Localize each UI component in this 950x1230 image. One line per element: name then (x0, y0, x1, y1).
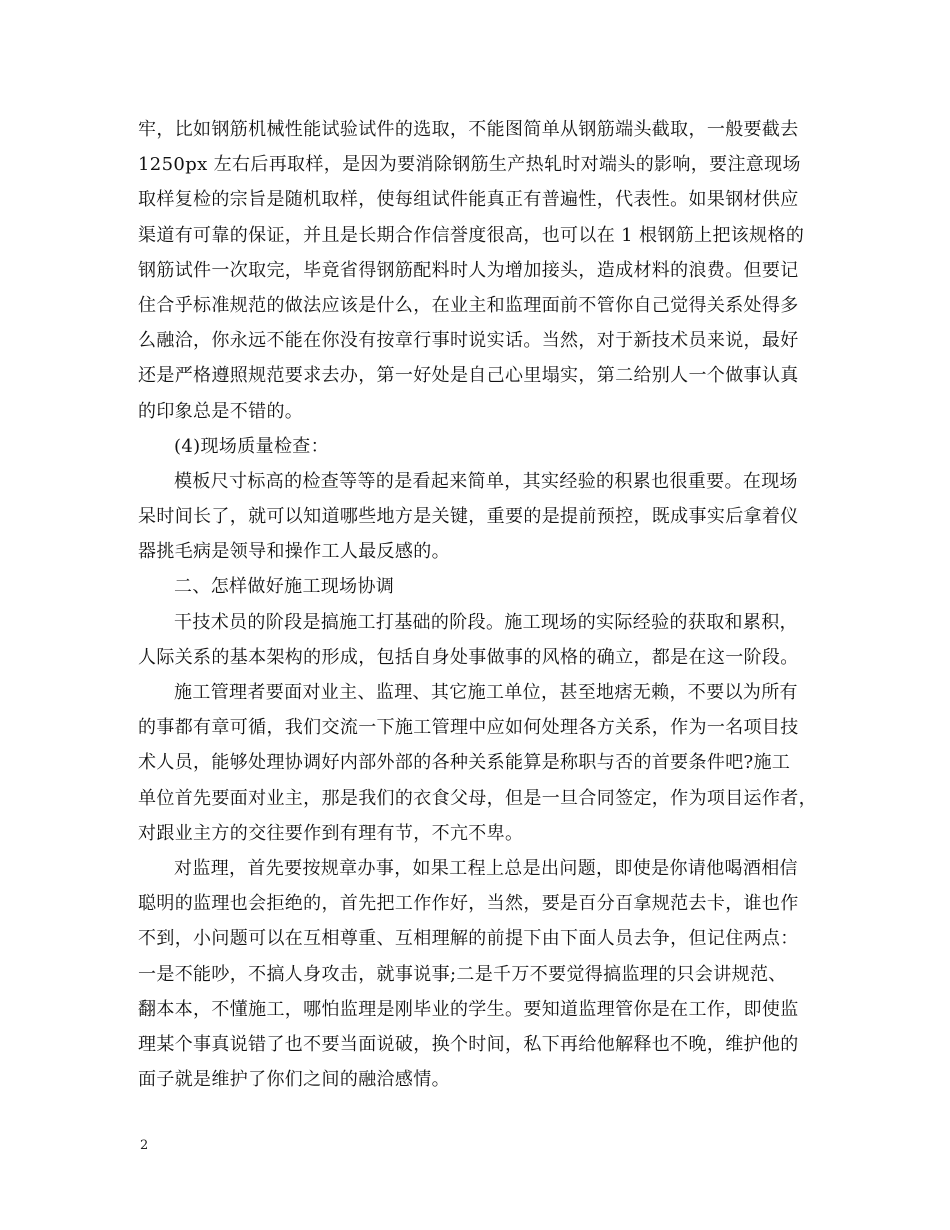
text-line: 住合乎标准规范的做法应该是什么，在业主和监理面前不管你自己觉得关系处得多 (138, 294, 799, 316)
text-line: 的事都有章可循，我们交流一下施工管理中应如何处理各方关系，作为一名项目技 (138, 717, 799, 739)
text-line: 一是不能吵，不搞人身攻击，就事说事;二是千万不要觉得搞监理的只会讲规范、 (138, 963, 787, 985)
text-line: 的印象总是不错的。 (138, 400, 304, 422)
text-line: 器挑毛病是领导和操作工人最反感的。 (138, 541, 450, 563)
text-line: 聪明的监理也会拒绝的，首先把工作作好，当然，要是百分百拿规范去卡，谁也作 (138, 893, 799, 915)
text-line: 1250px 左右后再取样，是因为要消除钢筋生产热轧时对端头的影响，要注意现场 (138, 154, 801, 176)
text-line: 牢，比如钢筋机械性能试验试件的选取，不能图简单从钢筋端头截取，一般要截去 (138, 119, 799, 140)
body-text (138, 112, 828, 1097)
text-line: 面子就是维护了你们之间的融洽感情。 (138, 1069, 450, 1091)
text-line: 对跟业主方的交往要作到有理有节，不亢不卑。 (138, 822, 524, 844)
text-line: 人际关系的基本架构的形成，包括自身处事做事的风格的确立，都是在这一阶段。 (138, 646, 799, 668)
section-heading: 二、怎样做好施工现场协调 (174, 576, 395, 598)
page-number: 2 (140, 1138, 149, 1153)
text-line: 么融洽，你永远不能在你没有按章行事时说实话。当然，对于新技术员来说，最好 (138, 330, 799, 352)
text-line: 还是严格遵照规范要求去办，第一好处是自己心里塌实，第二给别人一个做事认真 (138, 365, 799, 387)
text-line: 翻本本，不懂施工，哪怕监理是刚毕业的学生。要知道监理管你是在工作，即使监 (138, 998, 799, 1020)
text-line: 理某个事真说错了也不要当面说破，换个时间，私下再给他解释也不晚，维护他的 (138, 1033, 799, 1055)
paragraph-start: 模板尺寸标高的检查等等的是看起来简单，其实经验的积累也很重要。在现场 (174, 470, 798, 492)
text-line: 渠道有可靠的保证，并且是长期合作信誉度很高，也可以在 1 根钢筋上把该规格的 (138, 224, 805, 246)
text-line: 取样复检的宗旨是随机取样，使每组试件能真正有普遍性，代表性。如果钢材供应 (138, 189, 799, 211)
paragraph-start: 对监理，首先要按规章办事，如果工程上总是出问题，即使是你请他喝酒相信 (174, 857, 798, 879)
section-heading: (4)现场质量检查： (174, 435, 329, 457)
text-line: 术人员，能够处理协调好内部外部的各种关系能算是称职与否的首要条件吧?施工 (138, 752, 791, 774)
paragraph-start: 施工管理者要面对业主、监理、其它施工单位，甚至地痞无赖，不要以为所有 (174, 682, 798, 703)
paragraph-start: 干技术员的阶段是搞施工打基础的阶段。施工现场的实际经验的获取和累积， (174, 611, 798, 633)
text-line: 呆时间长了，就可以知道哪些地方是关键，重要的是提前预控，既成事实后拿着仪 (138, 506, 799, 528)
text-line: 钢筋试件一次取完，毕竟省得钢筋配料时人为增加接头，造成材料的浪费。但要记 (138, 259, 799, 281)
text-line: 不到，小问题可以在互相尊重、互相理解的前提下由下面人员去争，但记住两点： (138, 928, 799, 950)
text-line: 单位首先要面对业主，那是我们的衣食父母，但是一旦合同签定，作为项目运作者， (138, 787, 817, 809)
